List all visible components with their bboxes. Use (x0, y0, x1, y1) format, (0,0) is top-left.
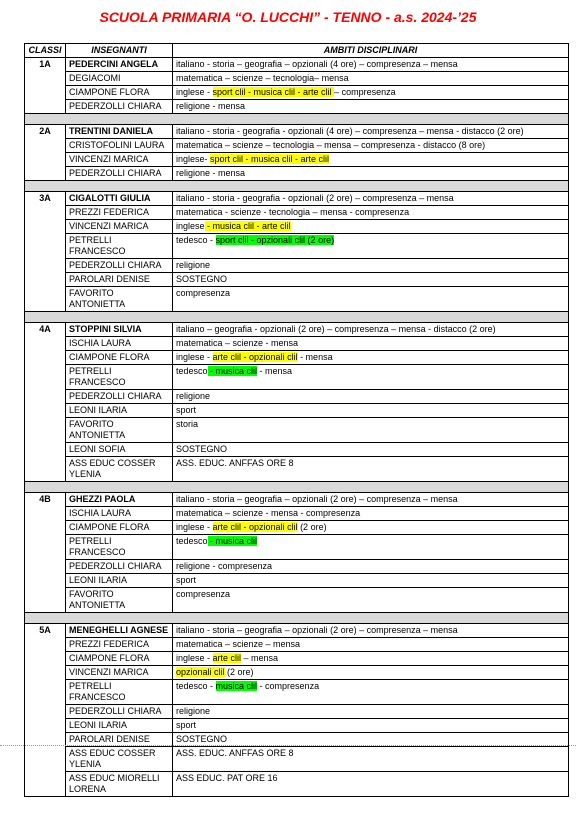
subjects-cell (173, 153, 569, 167)
teacher-cell: ISCHIA LAURA (66, 507, 173, 521)
class-cell: 3A (25, 192, 66, 312)
separator-cell (25, 181, 569, 192)
teacher-cell: PAROLARI DENISE (66, 273, 173, 287)
subject-text: inglese - (176, 522, 213, 532)
teacher-cell: FAVORITO ANTONIETTA (66, 418, 173, 443)
highlighted-text: arte clil - opzionali clil (212, 522, 298, 532)
subject-text: – compresenza (334, 87, 396, 97)
subject-text: SOSTEGNO (176, 274, 228, 284)
subject-text: matematica – scienze – tecnologia – mensa – compresenza - distacco (8 ore) (176, 140, 486, 150)
table-row (25, 624, 569, 638)
subject-text: inglese (176, 221, 205, 231)
subjects-cell (173, 404, 569, 418)
subjects-cell (173, 457, 569, 482)
teacher-cell: CRISTOFOLINI LAURA (66, 139, 173, 153)
subjects-cell (173, 86, 569, 100)
teacher-cell: LEONI ILARIA (66, 574, 173, 588)
group-separator (25, 482, 569, 493)
subject-text: tedesco - (176, 235, 216, 245)
subjects-cell (173, 206, 569, 220)
separator-cell (25, 482, 569, 493)
table-row (25, 273, 569, 287)
subjects-cell (173, 493, 569, 507)
teacher-cell: LEONI SOFIA (66, 443, 173, 457)
subjects-cell (173, 72, 569, 86)
subject-text: tedesco - (176, 681, 216, 691)
subjects-cell (173, 535, 569, 560)
subject-text: (2 ore) (297, 522, 327, 532)
teacher-cell: ASS EDUC MIORELLI LORENA (66, 772, 173, 797)
subject-text: matematica – scienze – mensa (176, 639, 301, 649)
teacher-cell: PREZZI FEDERICA (66, 638, 173, 652)
table-row (25, 259, 569, 273)
subject-text: inglese- (176, 154, 211, 164)
subject-text: inglese - (176, 87, 213, 97)
table-row (25, 747, 569, 772)
subjects-cell (173, 772, 569, 797)
group-separator (25, 312, 569, 323)
subject-text: SOSTEGNO (176, 734, 228, 744)
subjects-cell (173, 680, 569, 705)
subjects-cell (173, 125, 569, 139)
subject-text: religione (176, 706, 211, 716)
subject-text: storia (176, 419, 199, 429)
teacher-cell: STOPPINI SILVIA (66, 323, 173, 337)
table-row (25, 404, 569, 418)
class-cell: 5A (25, 624, 66, 797)
subjects-cell (173, 747, 569, 772)
subjects-cell (173, 337, 569, 351)
subject-text: italiano - storia - geografia - opzionali (2 ore) – compresenza – mensa (176, 193, 454, 203)
highlighted-text: arte clil (212, 653, 242, 663)
subject-text: tedesco (176, 536, 208, 546)
teacher-cell: ASS EDUC COSSER YLENIA (66, 457, 173, 482)
subjects-cell (173, 574, 569, 588)
teachers-table (24, 43, 569, 797)
separator-cell (25, 312, 569, 323)
teacher-cell: PETRELLI FRANCESCO (66, 365, 173, 390)
table-row (25, 139, 569, 153)
subjects-cell (173, 192, 569, 206)
group-separator (25, 181, 569, 192)
table-row (25, 638, 569, 652)
teacher-cell: LEONI ILARIA (66, 404, 173, 418)
subject-text: inglese - (176, 653, 213, 663)
subjects-cell (173, 638, 569, 652)
subject-text: compresenza (176, 288, 231, 298)
teacher-cell: CIAMPONE FLORA (66, 521, 173, 535)
subject-text: italiano - storia – geografia – opzionali (2 ore) – compresenza – mensa (176, 625, 458, 635)
highlighted-text: - musica clil - arte clil (204, 221, 291, 231)
table-row (25, 588, 569, 613)
subjects-cell (173, 705, 569, 719)
table-row (25, 337, 569, 351)
highlighted-text: opzionali clil (176, 667, 225, 677)
subject-text: tedesco (176, 366, 208, 376)
table-row (25, 323, 569, 337)
table-row (25, 351, 569, 365)
subject-text: matematica - scienze - tecnologia – mensa - compresenza (176, 207, 410, 217)
teacher-cell: CIAMPONE FLORA (66, 652, 173, 666)
table-row (25, 167, 569, 181)
teacher-cell: MENEGHELLI AGNESE (66, 624, 173, 638)
subjects-cell (173, 351, 569, 365)
teacher-cell: PEDERZOLLI CHIARA (66, 167, 173, 181)
subject-text: matematica – scienze - mensa - compresenza (176, 508, 361, 518)
subject-text: SOSTEGNO (176, 444, 228, 454)
subject-text: italiano - storia – geografia – opzionali (2 ore) – compresenza – mensa (176, 494, 458, 504)
table-row (25, 521, 569, 535)
highlighted-text: musica clil (215, 681, 258, 691)
table-row (25, 652, 569, 666)
subject-text: italiano - storia – geografia – opzionali (4 ore) – compresenza – mensa (176, 59, 458, 69)
table-row (25, 574, 569, 588)
group-separator (25, 114, 569, 125)
table-row (25, 206, 569, 220)
table-header-row (25, 44, 569, 58)
table-row (25, 220, 569, 234)
subjects-cell (173, 365, 569, 390)
header-ambiti: AMBITI DISCIPLINARI (173, 44, 569, 58)
table-row (25, 493, 569, 507)
class-cell: 2A (25, 125, 66, 181)
teacher-cell: PEDERZOLLI CHIARA (66, 100, 173, 114)
subjects-cell (173, 273, 569, 287)
table-row (25, 666, 569, 680)
highlighted-text: sport clil - opzionali clil (2 ore) (215, 235, 335, 245)
table-row (25, 86, 569, 100)
table-row (25, 457, 569, 482)
subject-text: ASS EDUC. PAT ORE 16 (176, 773, 278, 783)
subjects-cell (173, 652, 569, 666)
class-cell: 4B (25, 493, 66, 613)
table-row (25, 772, 569, 797)
header-insegnanti: INSEGNANTI (66, 44, 173, 58)
subject-text: sport (176, 405, 197, 415)
table-row (25, 287, 569, 312)
table-row (25, 390, 569, 404)
subjects-cell (173, 418, 569, 443)
subjects-cell (173, 719, 569, 733)
subjects-cell (173, 521, 569, 535)
teacher-cell: CIAMPONE FLORA (66, 86, 173, 100)
teacher-cell: VINCENZI MARICA (66, 153, 173, 167)
teacher-cell: VINCENZI MARICA (66, 666, 173, 680)
table-row (25, 58, 569, 72)
subjects-cell (173, 588, 569, 613)
subject-text: - mensa (297, 352, 333, 362)
subjects-cell (173, 390, 569, 404)
teacher-cell: PETRELLI FRANCESCO (66, 535, 173, 560)
teacher-cell: ASS EDUC COSSER YLENIA (66, 747, 173, 772)
teacher-cell: TRENTINI DANIELA (66, 125, 173, 139)
subjects-cell (173, 259, 569, 273)
teacher-cell: FAVORITO ANTONIETTA (66, 588, 173, 613)
subjects-cell (173, 220, 569, 234)
subject-text: italiano – geografia - opzionali (2 ore) – compresenza – mensa - distacco (2 ore) (176, 324, 496, 334)
table-row (25, 443, 569, 457)
highlighted-text: arte clil - opzionali clil (212, 352, 298, 362)
page-break-line (0, 745, 576, 746)
teacher-cell: DEGIACOMI (66, 72, 173, 86)
group-separator (25, 613, 569, 624)
table-row (25, 192, 569, 206)
teacher-cell: FAVORITO ANTONIETTA (66, 287, 173, 312)
separator-cell (25, 613, 569, 624)
subjects-cell (173, 100, 569, 114)
teacher-cell: LEONI ILARIA (66, 719, 173, 733)
table-row (25, 535, 569, 560)
subject-text: ASS. EDUC. ANFFAS ORE 8 (176, 748, 294, 758)
table-row (25, 72, 569, 86)
subject-text: sport (176, 720, 197, 730)
highlighted-text: sport clil - musica clil - arte clil (212, 87, 335, 97)
subjects-cell (173, 323, 569, 337)
highlighted-text: - musica clil (207, 366, 258, 376)
subject-text: – mensa (241, 653, 279, 663)
table-row (25, 234, 569, 259)
teacher-cell: PAROLARI DENISE (66, 733, 173, 747)
table-row (25, 418, 569, 443)
subject-text: matematica – scienze – tecnologia– mensa (176, 73, 349, 83)
subject-text: religione - mensa (176, 168, 246, 178)
subject-text: religione - mensa (176, 101, 246, 111)
teacher-cell: PEDERZOLLI CHIARA (66, 259, 173, 273)
subject-text: religione (176, 260, 211, 270)
subjects-cell (173, 234, 569, 259)
table-row (25, 125, 569, 139)
teacher-cell: PREZZI FEDERICA (66, 206, 173, 220)
subjects-cell (173, 443, 569, 457)
highlighted-text: - musica clil (207, 536, 258, 546)
subjects-cell (173, 560, 569, 574)
teacher-cell: PEDERZOLLI CHIARA (66, 390, 173, 404)
subjects-cell (173, 58, 569, 72)
subject-text: sport (176, 575, 197, 585)
subject-text: matematica – scienze - mensa (176, 338, 299, 348)
subjects-cell (173, 666, 569, 680)
subject-text: religione (176, 391, 211, 401)
teacher-cell: PETRELLI FRANCESCO (66, 234, 173, 259)
subject-text: religione - compresenza (176, 561, 273, 571)
separator-cell (25, 114, 569, 125)
subject-text: - mensa (257, 366, 293, 376)
highlighted-text: sport clil - musica clil - arte clil (210, 154, 330, 164)
teacher-cell: ISCHIA LAURA (66, 337, 173, 351)
teacher-cell: PETRELLI FRANCESCO (66, 680, 173, 705)
class-cell: 4A (25, 323, 66, 482)
teacher-cell: GHEZZI PAOLA (66, 493, 173, 507)
header-classi: CLASSI (25, 44, 66, 58)
table-row (25, 153, 569, 167)
subject-text: italiano - storia - geografia - opzionali (4 ore) – compresenza – mensa - distacco (2 ore) (176, 126, 524, 136)
subjects-cell (173, 624, 569, 638)
subjects-cell (173, 287, 569, 312)
subject-text: (2 ore) (224, 667, 254, 677)
teacher-cell: CIGALOTTI GIULIA (66, 192, 173, 206)
teacher-cell: PEDERZOLLI CHIARA (66, 705, 173, 719)
teacher-cell: PEDERZOLLI CHIARA (66, 560, 173, 574)
table-row (25, 705, 569, 719)
table-row (25, 719, 569, 733)
table-row (25, 507, 569, 521)
page-title: SCUOLA PRIMARIA “O. LUCCHI” - TENNO - a.s. 2024-’25 (99, 9, 477, 25)
subjects-cell (173, 507, 569, 521)
table-row (25, 100, 569, 114)
teacher-cell: VINCENZI MARICA (66, 220, 173, 234)
subject-text: ASS. EDUC. ANFFAS ORE 8 (176, 458, 294, 468)
subjects-cell (173, 139, 569, 153)
teacher-cell: PEDERCINI ANGELA (66, 58, 173, 72)
class-cell: 1A (25, 58, 66, 114)
table-row (25, 560, 569, 574)
subject-text: - compresenza (257, 681, 320, 691)
subjects-cell (173, 167, 569, 181)
teacher-cell: CIAMPONE FLORA (66, 351, 173, 365)
subject-text: inglese - (176, 352, 213, 362)
table-row (25, 365, 569, 390)
table-row (25, 680, 569, 705)
subject-text: compresenza (176, 589, 231, 599)
